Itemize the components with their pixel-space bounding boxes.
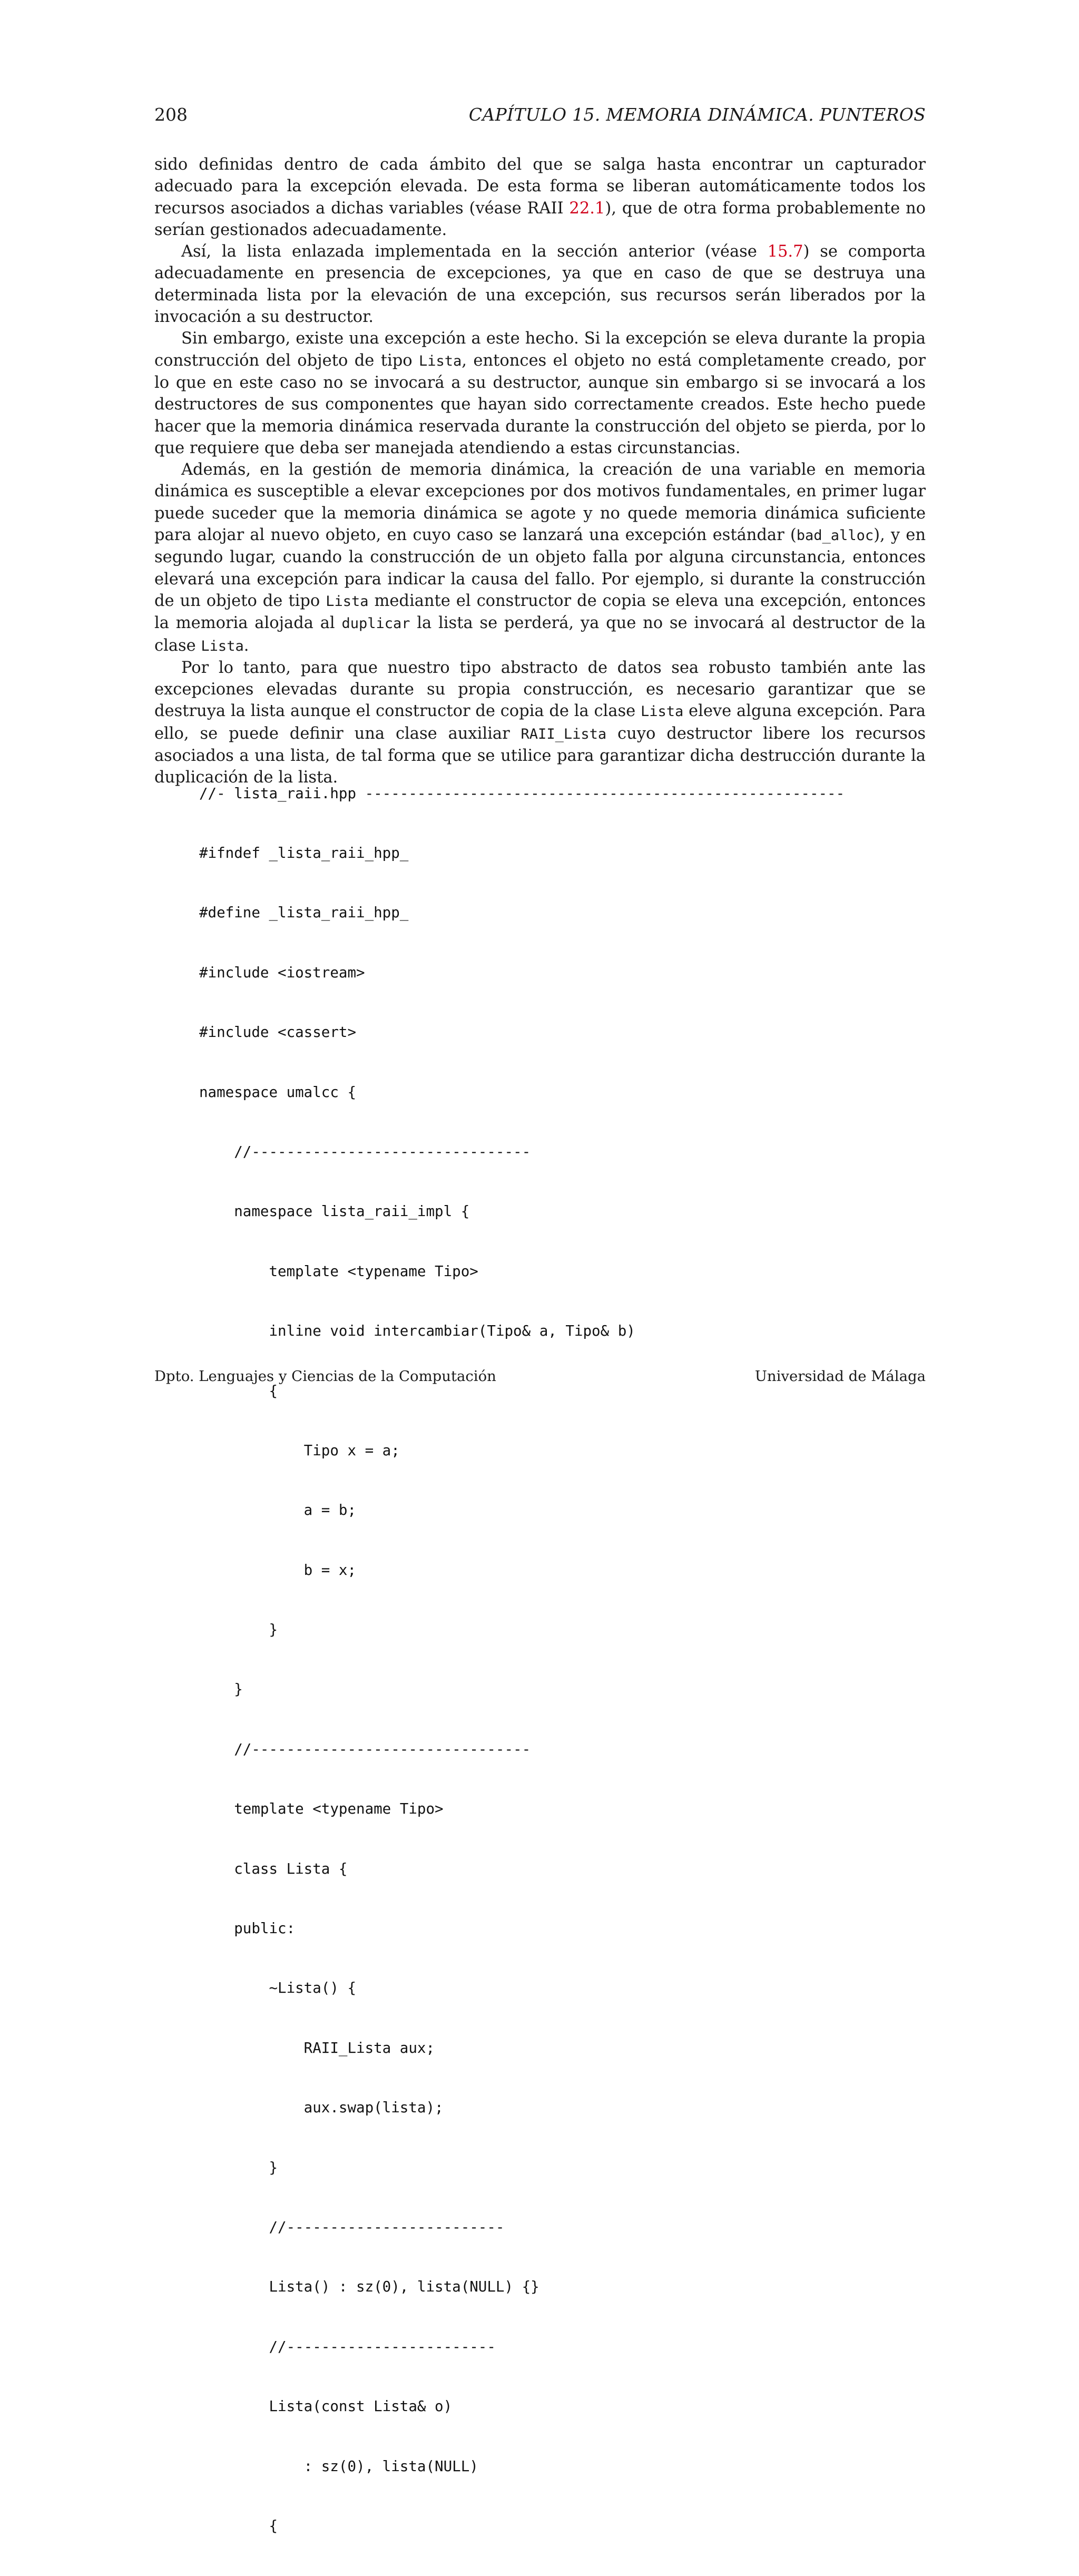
section-link[interactable]: 22.1: [569, 199, 605, 218]
code-listing: [199, 744, 937, 2576]
paragraph: [154, 154, 926, 241]
code-line: //------------------------: [199, 2338, 496, 2355]
paragraph-text: la lista se perderá, ya que no se invocará al destructor de la clase: [154, 614, 926, 655]
code-line: b = x;: [199, 1561, 357, 1579]
code-line: }: [199, 1681, 243, 1698]
code-line: aux.swap(lista);: [199, 2099, 444, 2117]
code-line: //-------------------------: [199, 2218, 505, 2236]
page-number: 208: [154, 104, 188, 125]
chapter-title: CAPÍTULO 15. MEMORIA DINÁMICA. PUNTEROS: [468, 104, 926, 125]
code-line: template <typename Tipo>: [199, 1262, 478, 1280]
code-line: //--------------------------------: [199, 1143, 531, 1160]
code-line: {: [199, 2517, 278, 2534]
code-line: inline void intercambiar(Tipo& a, Tipo& b): [199, 1323, 635, 1340]
inline-code: Lista: [640, 703, 684, 720]
code-line: Lista() : sz(0), lista(NULL) {}: [199, 2278, 540, 2296]
code-line: #define _lista_raii_hpp_: [199, 904, 409, 922]
inline-code: Lista: [419, 352, 462, 369]
page-header: [154, 104, 926, 128]
code-line: #include <cassert>: [199, 1024, 357, 1041]
paragraph: [154, 459, 926, 657]
code-line: #include <iostream>: [199, 964, 365, 981]
code-line: public:: [199, 1920, 296, 1937]
code-line: : sz(0), lista(NULL): [199, 2457, 478, 2475]
inline-code: Lista: [326, 593, 369, 610]
paragraph-text: mediante el constructor de copia se eleva una excepción, entonces la memoria alojada al: [154, 591, 926, 633]
footer-department: Dpto. Lenguajes y Ciencias de la Computación: [154, 1368, 496, 1385]
page-footer: [154, 1368, 926, 1385]
paragraph-text: Así, la lista enlazada implementada en la sección anterior (véase: [181, 242, 768, 261]
paragraph-text: ), y en segundo lugar, cuando la construcción de un objeto falla por alguna circunstancia, entonces elevará una excepción para indicar la causa del fallo. Por ejemplo, si durante la construcción de un objeto de tipo: [154, 526, 926, 610]
code-line: Lista(const Lista& o): [199, 2398, 453, 2415]
paragraph-text: ) se comporta adecuadamente en presencia de excepciones, ya que en caso de que se destruya una determinada lista por la elevación de una excepción, sus recursos serán liberados por la invocación a su destructor.: [154, 242, 926, 327]
paragraph-text: Sin embargo, existe una excepción a este hecho. Si la excepción se eleva durante la propia construcción del objeto de tipo: [154, 329, 926, 370]
code-line: namespace umalcc {: [199, 1083, 357, 1101]
code-line: //--------------------------------: [199, 1740, 531, 1758]
paragraph-text: .: [243, 636, 249, 655]
code-line: class Lista {: [199, 1860, 348, 1877]
paragraph-text: , entonces el objeto no está completamente creado, por lo que en este caso no se invocará a su destructor, aunque sin embargo si se invocará a los destructores de sus componentes que hayan sido correctamente creados. Este hecho puede hacer que la memoria dinámica reservada durante la construcción del objeto se pierda, por lo que requiere que deba ser manejada atendiendo a estas circunstancias.: [154, 351, 926, 457]
code-line: {: [199, 1382, 278, 1399]
code-line: }: [199, 2159, 278, 2176]
code-line: RAII_Lista aux;: [199, 2039, 435, 2056]
paragraph: [154, 241, 926, 328]
code-line: a = b;: [199, 1502, 357, 1519]
paragraph-text: Además, en la gestión de memoria dinámica, la creación de una variable en memoria dinámica es susceptible a elevar excepciones por dos motivos fundamentales, en primer lugar puede suceder que la memoria dinámica se agote y no quede memoria dinámica suficiente para alojar al nuevo objeto, en cuyo caso se lanzará una excepción estándar (: [154, 461, 926, 545]
code-line: Tipo x = a;: [199, 1442, 400, 1459]
paragraph-text: Por lo tanto, para que nuestro tipo abstracto de datos sea robusto también ante las excepciones elevadas durante su propia construcción, es necesario garantizar que se destruya la lista aunque el constructor de copia de la clase: [154, 658, 926, 721]
paragraph: [154, 328, 926, 459]
code-line: //- lista_raii.hpp -------------------------------------------------------: [199, 785, 845, 802]
paragraph-text: ), que de otra forma probablemente no serían gestionados adecuadamente.: [154, 199, 926, 239]
inline-code: duplicar: [341, 615, 410, 632]
code-line: }: [199, 1621, 278, 1639]
paragraph-text: sido definidas dentro de cada ámbito del que se salga hasta encontrar un capturador adecuado para la excepción elevada. De esta forma se liberan automáticamente todos los recursos asociados a dichas variables (véase RAII: [154, 155, 926, 218]
paragraph-text: cuyo destructor libere los recursos asociados a una lista, de tal forma que se utilice para garantizar dicha destrucción durante la duplicación de la lista.: [154, 724, 926, 787]
body-text: [154, 154, 926, 789]
inline-code: Lista: [201, 638, 244, 654]
code-line: namespace lista_raii_impl {: [199, 1203, 470, 1220]
section-link[interactable]: 15.7: [767, 242, 803, 261]
code-line: #ifndef _lista_raii_hpp_: [199, 844, 409, 861]
inline-code: bad_alloc: [796, 527, 874, 544]
footer-university: Universidad de Málaga: [754, 1368, 926, 1385]
code-line: template <typename Tipo>: [199, 1800, 444, 1818]
paragraph-text: eleve alguna excepción. Para ello, se puede definir una clase auxiliar: [154, 702, 926, 743]
code-line: ~Lista() {: [199, 1980, 357, 1997]
inline-code: RAII_Lista: [521, 726, 607, 742]
